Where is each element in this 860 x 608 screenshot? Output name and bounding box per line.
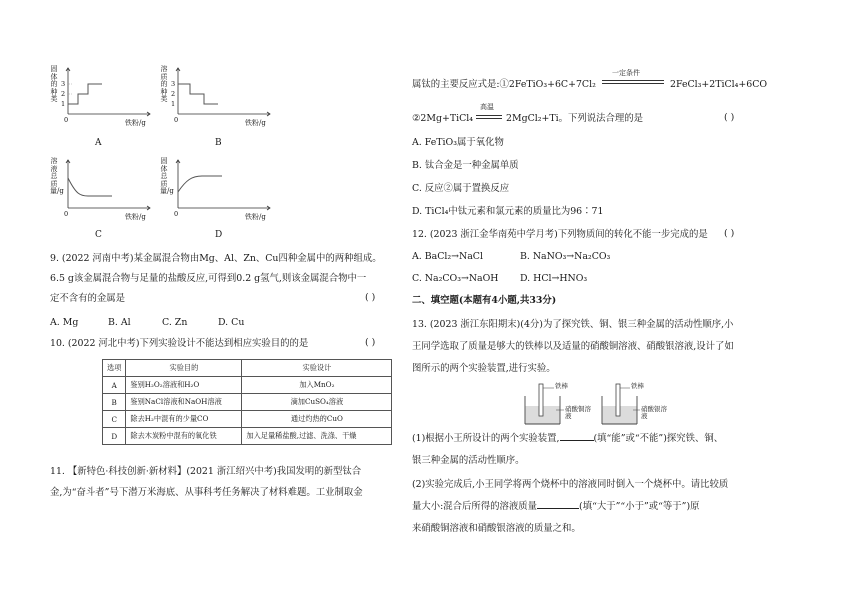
- q9-option-d[interactable]: D. Cu: [218, 317, 245, 328]
- table-row: [103, 428, 392, 445]
- table-cell: 鉴别NaCl溶液和NaOH溶液: [126, 394, 242, 411]
- q9-option-a[interactable]: A. Mg: [50, 317, 79, 328]
- q13-line2: 王同学选取了质量是够大的铁棒以及适量的硝酸铜溶液、硝酸银溶液,设计了如: [412, 341, 734, 352]
- chart-d-xlabel: 铁粉/g: [245, 213, 266, 221]
- q9-line3: 定不含有的金属是: [50, 293, 126, 304]
- chart-b-ytick: 1: [171, 100, 176, 108]
- q11-answer-paren[interactable]: ( ): [724, 112, 735, 123]
- chart-a-origin: 0: [64, 116, 69, 124]
- q13-part2-b: [412, 500, 700, 514]
- q9-option-b[interactable]: B. Al: [108, 317, 131, 328]
- section-heading-fill-in: 二、填空题(本题有4小题,共33分): [412, 295, 557, 306]
- table-header: 选项: [103, 360, 126, 377]
- q13-line1: 13. (2023 浙江东阳期末)(4分)为了探究铁、铜、银三种金属的活动性顺序,小: [412, 319, 734, 330]
- chart-a-plot: [50, 66, 160, 126]
- reaction2-arrow-double: [476, 118, 502, 119]
- q11-option-b[interactable]: B. 钛合金是一种金属单质: [412, 160, 519, 171]
- table-cell: 加入MnO₂: [242, 377, 392, 394]
- chart-a-ytick: 2: [61, 90, 66, 98]
- chart-b: [160, 66, 280, 156]
- q11-line2: 金,为“奋斗者”号下潜万米海底、从事科考任务解决了材料难题。工业制取金: [50, 487, 363, 498]
- q12-option-d[interactable]: D. HCl→HNO₃: [520, 273, 588, 284]
- chart-c: [50, 158, 160, 248]
- q13-blank2[interactable]: [537, 508, 579, 509]
- table-row: [103, 377, 392, 394]
- q10-line1: 10. (2022 河北中考)下列实验设计不能达到相应实验目的的是: [50, 338, 309, 349]
- q12-line1: 12. (2023 浙江金华南苑中学月考)下列物质间的转化不能一步完成的是: [412, 229, 708, 240]
- chart-a-ytick: 3: [61, 80, 66, 88]
- chart-b-origin: 0: [174, 116, 179, 124]
- table-cell: 除去H₂中混有的少量CO: [126, 411, 242, 428]
- q9-line1: 9. (2022 河南中考)某金属混合物由Mg、Al、Zn、Cu四种金属中的两种组成。: [50, 253, 382, 264]
- chart-d-caption: D: [215, 230, 223, 240]
- q13-part1-c: 银三种金属的活动性顺序。: [412, 455, 525, 466]
- q12-option-b[interactable]: B. NaNO₃→Na₂CO₃: [520, 251, 611, 262]
- q10-answer-paren[interactable]: ( ): [365, 337, 376, 348]
- q9-answer-paren[interactable]: ( ): [365, 292, 376, 303]
- q11-reaction1-left: 属钛的主要反应式是:①2FeTiO₃+6C+7Cl₂: [412, 79, 596, 90]
- chart-d: [160, 158, 280, 248]
- table-row: [103, 394, 392, 411]
- table-cell: 滴加CuSO₄溶液: [242, 394, 392, 411]
- chart-a: [50, 66, 160, 156]
- q13-blank1[interactable]: [560, 440, 594, 441]
- q11-line1: 11. 【新特色·科技创新·新材料】(2021 浙江绍兴中考)我国发明的新型钛合: [50, 466, 362, 477]
- table-cell: 鉴别H₂O₂溶液和H₂O: [126, 377, 242, 394]
- q11-reaction2-left: ②2Mg+TiCl₄: [412, 113, 474, 124]
- table-header: 实验设计: [242, 360, 392, 377]
- chart-d-ylabel: 固体总质量/g: [160, 157, 174, 195]
- table-cell: A: [103, 377, 126, 394]
- chart-a-xlabel: 铁粉/g: [125, 119, 146, 127]
- chart-c-plot: [50, 158, 160, 218]
- reaction1-arrow: [602, 80, 664, 81]
- q13-part1-text-a: (1)根据小王所设计的两个实验装置,: [412, 433, 560, 444]
- chart-a-caption: A: [95, 138, 102, 148]
- chart-d-origin: 0: [174, 210, 179, 218]
- right-rod-label: 铁棒: [631, 382, 644, 390]
- chart-c-caption: C: [95, 230, 102, 240]
- q13-part1-a: [412, 432, 723, 446]
- left-rod-label: 铁棒: [555, 382, 568, 390]
- right-solution-label: 硝酸银溶液: [641, 405, 667, 420]
- q9-line2: 6.5 g该金属混合物与足量的盐酸反应,可得到0.2 g氢气,则该金属混合物中一: [50, 273, 367, 284]
- table-cell: 加入足量稀盐酸,过滤、洗涤、干燥: [242, 428, 392, 445]
- chart-a-ytick: 1: [61, 100, 66, 108]
- chart-b-ytick: 3: [171, 80, 176, 88]
- table-header-row: [103, 360, 392, 377]
- q13-part1-text-b: (填“能”或“不能”)探究铁、铜、: [593, 433, 724, 444]
- q11-option-c[interactable]: C. 反应②属于置换反应: [412, 183, 510, 194]
- chart-b-xlabel: 铁粉/g: [245, 119, 266, 127]
- left-solution-label: 硝酸铜溶液: [565, 405, 591, 420]
- q13-line3: 图所示的两个实验装置,进行实验。: [412, 363, 556, 374]
- q13-part2-d: 来硝酸铜溶液和硝酸银溶液的质量之和。: [412, 523, 581, 534]
- chart-b-ylabel: 溶质的种类: [160, 65, 168, 103]
- chart-b-ytick: 2: [171, 90, 176, 98]
- q10-table: [102, 359, 392, 445]
- q11-reaction2-right: 2MgCl₂+Ti。下列说法合理的是: [506, 113, 643, 124]
- chart-c-xlabel: 铁粉/g: [125, 213, 146, 221]
- table-cell: D: [103, 428, 126, 445]
- experiment-apparatus-figure: [520, 380, 670, 430]
- q13-part2-text-c: (填“大于”“小于”或“等于”)原: [579, 501, 700, 512]
- q12-option-a[interactable]: A. BaCl₂→NaCl: [412, 251, 483, 262]
- q13-part2-text-b: 量大小:混合后所得的溶液质量: [412, 501, 538, 512]
- table-header: 实验目的: [126, 360, 242, 377]
- q13-part2-a: (2)实验完成后,小王同学将两个烧杯中的溶液同时倒入一个烧杯中。请比较质: [412, 479, 729, 490]
- reaction2-arrow: [476, 115, 502, 116]
- table-row: [103, 411, 392, 428]
- reaction1-condition: 一定条件: [612, 69, 640, 77]
- chart-b-plot: [160, 66, 280, 126]
- chart-c-origin: 0: [64, 210, 69, 218]
- table-cell: B: [103, 394, 126, 411]
- chart-c-ylabel: 溶液总质量/g: [50, 157, 64, 195]
- reaction1-arrow-double: [602, 83, 664, 84]
- table-cell: 除去木炭粉中混有的氧化铁: [126, 428, 242, 445]
- reaction2-condition: 高温: [480, 103, 494, 111]
- q12-option-c[interactable]: C. Na₂CO₃→NaOH: [412, 273, 499, 284]
- q11-reaction1-right: 2FeCl₃+2TiCl₄+6CO: [670, 79, 768, 90]
- table-cell: C: [103, 411, 126, 428]
- table-cell: 通过灼热的CuO: [242, 411, 392, 428]
- chart-a-ylabel: 固体的种类: [50, 65, 58, 103]
- q11-option-a[interactable]: A. FeTiO₃属于氧化物: [412, 137, 504, 148]
- chart-b-caption: B: [215, 138, 222, 148]
- q12-answer-paren[interactable]: ( ): [724, 228, 735, 239]
- q9-option-c[interactable]: C. Zn: [162, 317, 188, 328]
- chart-d-plot: [160, 158, 280, 218]
- q11-option-d[interactable]: D. TiCl₄中钛元素和氯元素的质量比为96∶71: [412, 206, 604, 217]
